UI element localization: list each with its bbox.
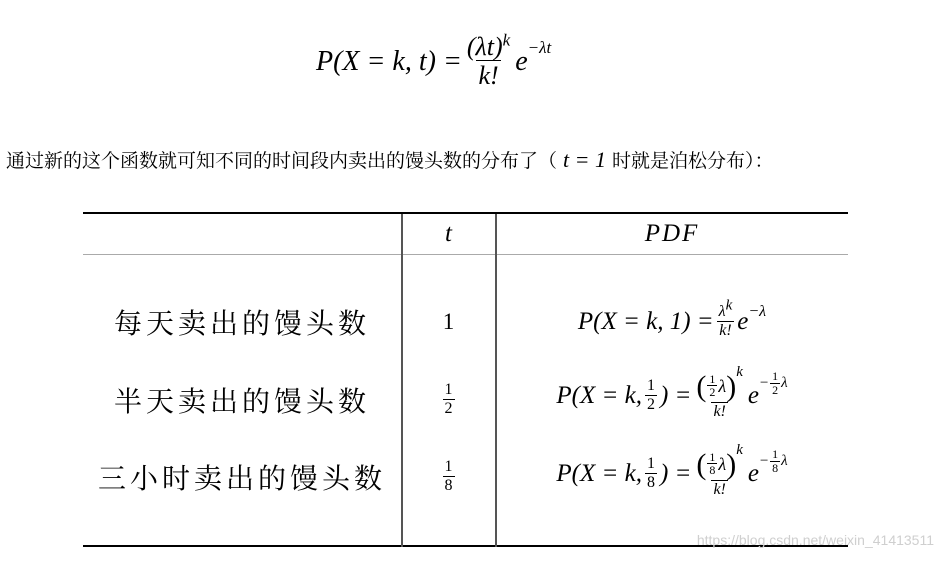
row-1-pdf: P(X = k, 1) = $\frac{\lambda^k}{k!}$ e $^{-\lambda}$: [577, 297, 767, 339]
watermark: https://blog.csdn.net/weixin_41413511: [696, 532, 934, 548]
sentence-math: t = 1: [563, 146, 606, 172]
formula-exp-base: e: [515, 46, 528, 77]
row-3-pdf: P(X = k, $\frac{1}{8}$ ) = ( $\frac{1}{8}$ λ ) $^k$ k! e − $\frac{1}{8}$ λ: [556, 442, 788, 499]
row-2-pdf: P(X = k, $\frac{1}{2}$ ) = ( $\frac{1}{2}$ λ ) $^k$ k! e − $\frac{1}{2}$ λ: [556, 364, 788, 421]
row-3-desc: 三小时卖出的馒头数: [97, 462, 386, 495]
sentence-after: 时就是泊松分布）：: [611, 150, 774, 172]
formula-numerator: $(\lambda t)^k$: [466, 30, 511, 61]
header-pdf: PDF: [644, 220, 700, 247]
row-3-t: $\frac{1}{8}$: [444, 457, 453, 494]
intro-sentence: [6, 146, 774, 173]
row-2-t: $\frac{1}{2}$: [444, 380, 453, 417]
sentence-before: 通过新的这个函数就可知不同的时间段内卖出的馒头数的分布了（: [6, 150, 558, 172]
header-t: t: [445, 220, 452, 247]
row-1-desc: 每天卖出的馒头数: [113, 307, 370, 340]
row-3-pdf-frac: ( $\frac{1}{8}$ λ ) $^k$ k!: [696, 442, 743, 499]
row-2-desc: 半天卖出的馒头数: [113, 385, 370, 418]
poisson-time-formula: P(X = k, t) = $\frac{(\lambda t)^k}{k!}$ e $^{-\lambda t}$: [316, 30, 552, 91]
row-1-pdf-lhs: P(X = k, 1) =: [577, 308, 714, 335]
formula-denominator: k!: [478, 61, 499, 91]
row-1-t: 1: [442, 309, 455, 334]
formula-fraction: [465, 30, 512, 91]
row-1-pdf-frac: $\frac{\lambda^k}{k!}$: [718, 297, 733, 339]
row-2-pdf-frac: ( $\frac{1}{2}$ λ ) $^k$ k!: [696, 364, 743, 421]
table-header-rule: [83, 254, 848, 255]
formula-lhs: P(X = k, t) =: [316, 46, 462, 77]
